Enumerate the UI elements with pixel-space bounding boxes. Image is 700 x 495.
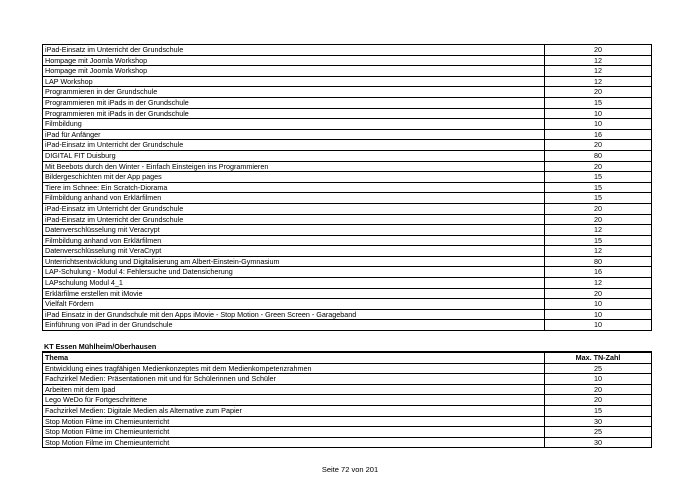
table-row <box>43 97 652 108</box>
header-thema: Thema <box>43 352 545 363</box>
row-tn: 15 <box>545 235 652 246</box>
row-tn: 20 <box>545 203 652 214</box>
row-thema: Stop Motion Filme im Chemieunterricht <box>43 437 545 448</box>
table-row <box>43 55 652 66</box>
workshop-table-body <box>43 45 652 331</box>
row-tn: 15 <box>545 405 652 416</box>
row-tn: 15 <box>545 172 652 183</box>
row-tn: 20 <box>545 395 652 406</box>
section-table-body <box>43 363 652 448</box>
row-tn: 15 <box>545 182 652 193</box>
row-tn: 16 <box>545 267 652 278</box>
table-row <box>43 235 652 246</box>
table-row <box>43 87 652 98</box>
table-row <box>43 267 652 278</box>
workshop-table <box>42 44 652 331</box>
row-thema: iPad-Einsatz im Unterricht der Grundschule <box>43 214 545 225</box>
table-row <box>43 150 652 161</box>
row-tn: 20 <box>545 45 652 56</box>
table-row <box>43 161 652 172</box>
row-tn: 10 <box>545 119 652 130</box>
table-row <box>43 437 652 448</box>
row-tn: 10 <box>545 374 652 385</box>
table-row <box>43 395 652 406</box>
row-tn: 12 <box>545 55 652 66</box>
table-row <box>43 256 652 267</box>
row-tn: 10 <box>545 309 652 320</box>
row-tn: 15 <box>545 97 652 108</box>
page-number: Seite 72 von 201 <box>321 465 379 474</box>
row-tn: 12 <box>545 76 652 87</box>
row-thema: Vielfalt Fördern <box>43 299 545 310</box>
table-row <box>43 76 652 87</box>
row-tn: 20 <box>545 161 652 172</box>
row-tn: 30 <box>545 437 652 448</box>
table-row <box>43 45 652 56</box>
table-header-row <box>43 352 652 363</box>
table-row <box>43 374 652 385</box>
table-row <box>43 363 652 374</box>
section-title: KT Essen Mühlheim/Oberhausen <box>44 342 157 351</box>
table-row <box>43 140 652 151</box>
row-thema: LAPschulung Modul 4_1 <box>43 278 545 289</box>
row-thema: Fachzirkel Medien: Digitale Medien als Alternative zum Papier <box>43 405 545 416</box>
row-tn: 25 <box>545 427 652 438</box>
row-thema: LAP Workshop <box>43 76 545 87</box>
table-row <box>43 225 652 236</box>
row-thema: Stop Motion Filme im Chemieunterricht <box>43 427 545 438</box>
row-thema: iPad Einsatz in der Grundschule mit den Apps iMovie - Stop Motion - Green Screen - Garageband <box>43 309 545 320</box>
row-thema: Datenverschlüsselung mit Veracrypt <box>43 225 545 236</box>
table-row <box>43 193 652 204</box>
row-thema: Lego WeDo für Fortgeschrittene <box>43 395 545 406</box>
row-thema: Unterrichtsentwicklung und Digitalisierung am Albert-Einstein-Gymnasium <box>43 256 545 267</box>
row-thema: Filmbildung anhand von Erklärfilmen <box>43 193 545 204</box>
section-table <box>42 351 652 448</box>
row-thema: iPad-Einsatz im Unterricht der Grundschule <box>43 45 545 56</box>
row-thema: LAP-Schulung - Modul 4: Fehlersuche und Datensicherung <box>43 267 545 278</box>
row-thema: Programmieren mit iPads in der Grundschule <box>43 97 545 108</box>
row-tn: 20 <box>545 87 652 98</box>
table-row <box>43 129 652 140</box>
row-thema: iPad-Einsatz im Unterricht der Grundschule <box>43 203 545 214</box>
header-tn: Max. TN-Zahl <box>545 352 652 363</box>
row-tn: 30 <box>545 416 652 427</box>
row-tn: 20 <box>545 384 652 395</box>
row-thema: DIGITAL FIT Duisburg <box>43 150 545 161</box>
row-thema: Fachzirkel Medien: Präsentationen mit und für Schülerinnen und Schüler <box>43 374 545 385</box>
table-row <box>43 119 652 130</box>
row-thema: Programmieren mit iPads in der Grundschule <box>43 108 545 119</box>
row-tn: 20 <box>545 214 652 225</box>
row-thema: Bildergeschichten mit der App pages <box>43 172 545 183</box>
row-thema: Programmieren in der Grundschule <box>43 87 545 98</box>
row-tn: 10 <box>545 320 652 331</box>
row-tn: 25 <box>545 363 652 374</box>
row-tn: 16 <box>545 129 652 140</box>
table-row <box>43 214 652 225</box>
row-thema: Entwicklung eines tragfähigen Medienkonzeptes mit dem Medienkompetenzrahmen <box>43 363 545 374</box>
table-row <box>43 246 652 257</box>
row-thema: Stop Motion Filme im Chemieunterricht <box>43 416 545 427</box>
row-tn: 10 <box>545 299 652 310</box>
row-tn: 80 <box>545 150 652 161</box>
row-thema: Mit Beebots durch den Winter - Einfach Einsteigen ins Programmieren <box>43 161 545 172</box>
row-thema: iPad für Anfänger <box>43 129 545 140</box>
table-row <box>43 278 652 289</box>
row-tn: 80 <box>545 256 652 267</box>
row-thema: Filmbildung <box>43 119 545 130</box>
row-thema: Erklärfilme erstellen mit iMovie <box>43 288 545 299</box>
row-tn: 12 <box>545 66 652 77</box>
row-tn: 20 <box>545 140 652 151</box>
row-thema: Arbeiten mit dem Ipad <box>43 384 545 395</box>
row-thema: Filmbildung anhand von Erklärfilmen <box>43 235 545 246</box>
table-row <box>43 203 652 214</box>
table-row <box>43 299 652 310</box>
row-thema: Datenverschlüsselung mit VeraCrypt <box>43 246 545 257</box>
table-row <box>43 288 652 299</box>
table-row <box>43 172 652 183</box>
row-tn: 15 <box>545 193 652 204</box>
table-row <box>43 405 652 416</box>
row-thema: Einführung von iPad in der Grundschule <box>43 320 545 331</box>
table-row <box>43 427 652 438</box>
row-thema: iPad-Einsatz im Unterricht der Grundschule <box>43 140 545 151</box>
table-row <box>43 309 652 320</box>
row-thema: Hompage mit Joomla Workshop <box>43 66 545 77</box>
row-tn: 12 <box>545 246 652 257</box>
row-tn: 10 <box>545 108 652 119</box>
table-row <box>43 182 652 193</box>
table-row <box>43 416 652 427</box>
row-thema: Hompage mit Joomla Workshop <box>43 55 545 66</box>
table-row <box>43 384 652 395</box>
table-row <box>43 320 652 331</box>
row-tn: 12 <box>545 225 652 236</box>
row-tn: 12 <box>545 278 652 289</box>
table-row <box>43 66 652 77</box>
row-thema: Tiere im Schnee: Ein Scratch-Diorama <box>43 182 545 193</box>
table-row <box>43 108 652 119</box>
row-tn: 20 <box>545 288 652 299</box>
